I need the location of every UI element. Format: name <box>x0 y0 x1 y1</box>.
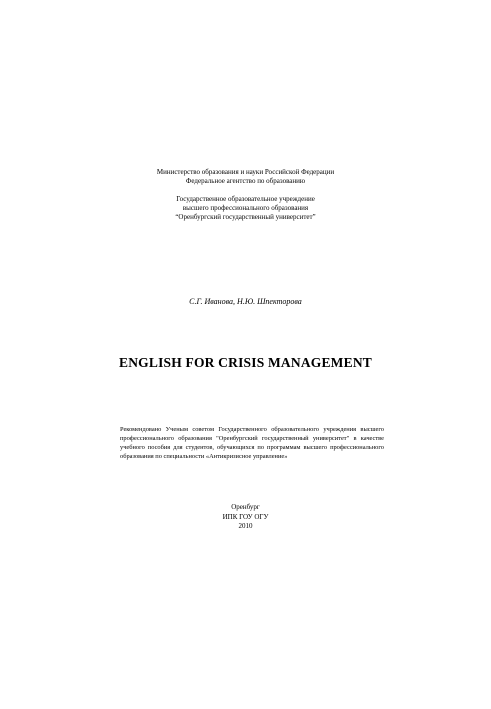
authors: С.Г. Иванова, Н.Ю. Шпекторова <box>189 297 302 306</box>
imprint-city: Оренбург <box>231 503 260 511</box>
ministry-header <box>0 168 491 186</box>
document-title: ENGLISH FOR CRISIS MANAGEMENT <box>119 355 372 370</box>
agency-line: Федеральное агентство по образованию <box>185 177 306 185</box>
institution-name-line: “Оренбургский государственный университет” <box>175 213 316 221</box>
institution-header <box>0 195 491 222</box>
imprint-year: 2010 <box>238 522 253 531</box>
imprint <box>0 503 491 532</box>
institution-level-line: высшего профессионального образования <box>182 204 309 212</box>
recommendation-paragraph: Рекомендовано Ученым советом Государственного образовательного учреждения высшего профессионального образования "Оренбургский государственный университет" в качестве учебного пособия для студентов, обучающихся по программам высшего профессионального образования по специальности «Антикризисное управление» <box>120 426 384 460</box>
imprint-publisher: ИПК ГОУ ОГУ <box>222 512 269 521</box>
ministry-line: Министерство образования и науки Российской Федерации <box>156 168 335 176</box>
institution-type-line: Государственное образовательное учреждение <box>176 195 315 203</box>
